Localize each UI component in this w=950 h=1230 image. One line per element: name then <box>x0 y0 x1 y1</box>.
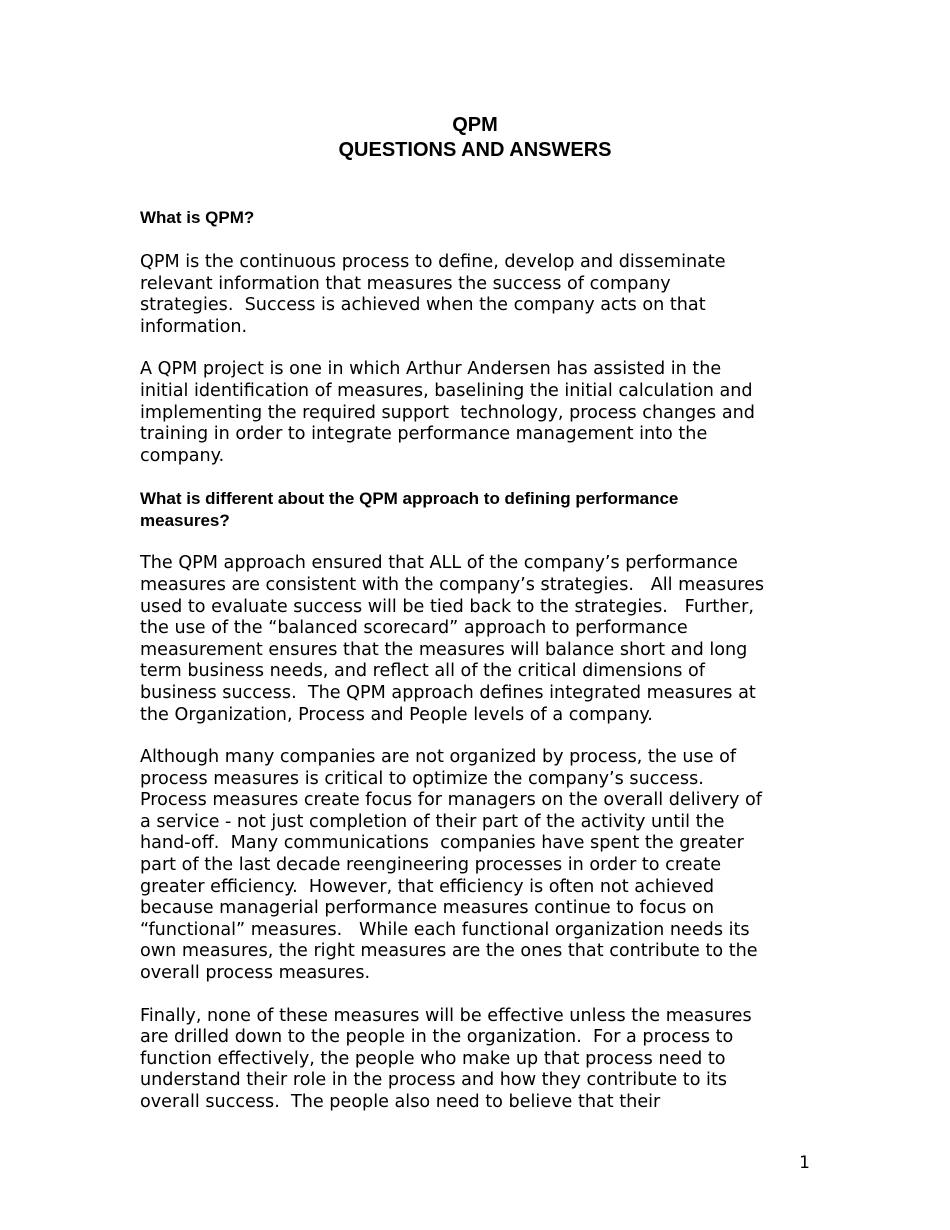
text-line: greater efficiency. However, that efficiency is often not achieved <box>140 876 715 897</box>
text-line: business success. The QPM approach defines integrated measures at <box>140 682 756 703</box>
text-line: are drilled down to the people in the organization. For a process to <box>140 1027 734 1048</box>
title-line-qpm: QPM <box>452 114 498 136</box>
paragraph-people-measures <box>140 1006 820 1114</box>
paragraph-process-measures <box>140 747 820 985</box>
text-line: overall process measures. <box>140 963 371 984</box>
text-line: training in order to integrate performance management into the <box>140 424 708 445</box>
text-line: “functional” measures. While each functional organization needs its <box>140 919 750 940</box>
document-body <box>140 207 820 1114</box>
text-line: the Organization, Process and People levels of a company. <box>140 704 653 725</box>
text-line: own measures, the right measures are the ones that contribute to the <box>140 941 758 962</box>
text-line: A QPM project is one in which Arthur Andersen has assisted in the <box>140 359 722 380</box>
title-line-questions-and-answers: QUESTIONS AND ANSWERS <box>338 139 612 161</box>
paragraph-qpm-definition <box>140 252 820 338</box>
text-line: information. <box>140 316 248 337</box>
paragraph-qpm-project <box>140 359 820 467</box>
paragraph-qpm-approach <box>140 553 820 726</box>
text-line: Although many companies are not organized by process, the use of <box>140 747 737 768</box>
text-line: company. <box>140 445 225 466</box>
text-line: relevant information that measures the success of company <box>140 273 671 294</box>
text-line: implementing the required support technology, process changes and <box>140 402 755 423</box>
page-number: 1 <box>799 1153 810 1173</box>
text-line: part of the last decade reengineering processes in order to create <box>140 855 722 876</box>
text-line: hand-off. Many communications companies have spent the greater <box>140 833 744 854</box>
text-line: because managerial performance measures continue to focus on <box>140 898 714 919</box>
text-line: understand their role in the process and how they contribute to its <box>140 1070 728 1091</box>
heading-line: What is different about the QPM approach to defining performance <box>140 489 679 509</box>
text-line: strategies. Success is achieved when the company acts on that <box>140 295 706 316</box>
text-line: The QPM approach ensured that ALL of the company’s performance <box>140 553 738 574</box>
text-line: measurement ensures that the measures will balance short and long <box>140 639 748 660</box>
text-line: QPM is the continuous process to define, develop and disseminate <box>140 252 726 272</box>
text-line: Finally, none of these measures will be effective unless the measures <box>140 1005 752 1026</box>
text-line: initial identification of measures, baselining the initial calculation and <box>140 380 753 401</box>
text-line: term business needs, and reflect all of the critical dimensions of <box>140 661 705 682</box>
question-heading-what-is-qpm: What is QPM? <box>140 208 255 227</box>
text-line: a service - not just completion of their part of the activity until the <box>140 811 725 832</box>
text-line: measures are consistent with the company’s strategies. All measures <box>140 574 765 595</box>
question-heading-qpm-approach <box>140 488 820 532</box>
document-title <box>0 113 950 163</box>
text-line: process measures is critical to optimize the company’s success. <box>140 768 704 789</box>
text-line: overall success. The people also need to believe that their <box>140 1092 661 1112</box>
text-line: Process measures create focus for managers on the overall delivery of <box>140 790 762 811</box>
heading-line: measures? <box>140 511 230 531</box>
text-line: function effectively, the people who make up that process need to <box>140 1048 726 1069</box>
text-line: used to evaluate success will be tied back to the strategies. Further, <box>140 596 754 617</box>
text-line: the use of the “balanced scorecard” approach to performance <box>140 618 688 639</box>
